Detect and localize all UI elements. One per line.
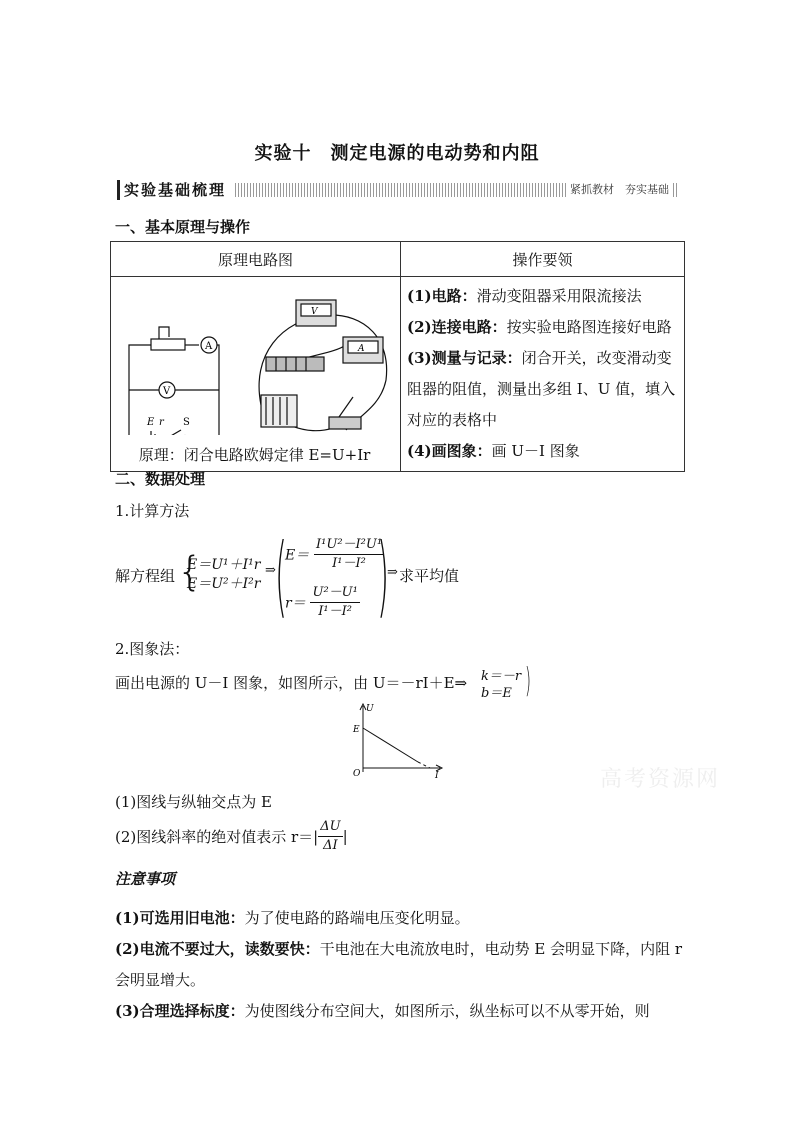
note-item bbox=[115, 903, 683, 934]
calc-title: 1.计算方法 bbox=[115, 502, 190, 520]
solution-e-denominator: I¹－I² bbox=[332, 556, 366, 571]
step-text: 闭合开关，改变滑动变阻器的阻值，测量出多组 I、U 值，填入对应的表格中 bbox=[407, 349, 676, 429]
banner-left-label: 实验基础梳理 bbox=[117, 180, 230, 200]
graph-origin-label: O bbox=[353, 769, 361, 779]
graph-e-label: E bbox=[353, 725, 360, 735]
equation-block bbox=[115, 524, 675, 628]
b-equation: b＝E bbox=[481, 686, 512, 701]
voltmeter-label: V bbox=[163, 386, 171, 397]
banner-right-label: 紧抓教材 夯实基础 bbox=[566, 180, 673, 200]
note-slope-suffix: | bbox=[342, 827, 348, 846]
apparatus-illustration bbox=[259, 300, 387, 431]
note-label: (2)电流不要过大，读数要快： bbox=[115, 940, 320, 958]
page-title: 实验十 测定电源的电动势和内阻 bbox=[254, 143, 540, 164]
watermark: 高考资源网 bbox=[600, 767, 721, 792]
note-text: 为了使电路的路端电压变化明显。 bbox=[244, 909, 470, 927]
step-label: (4)画图象： bbox=[407, 442, 492, 460]
solution-e bbox=[285, 536, 384, 573]
note-item bbox=[115, 934, 683, 996]
principle-table bbox=[110, 241, 685, 472]
equation-1: E＝U¹＋I¹r bbox=[187, 557, 261, 573]
solution-r-numerator: U²－U¹ bbox=[310, 584, 359, 603]
note-slope-prefix: (2)图线斜率的绝对值表示 r＝| bbox=[115, 828, 319, 846]
graph-title: 2.图象法： bbox=[115, 640, 190, 658]
note-slope bbox=[115, 818, 348, 858]
arrow-2: ⇒ bbox=[387, 565, 398, 580]
step-label: (2)连接电路： bbox=[407, 318, 507, 336]
switch-label: S bbox=[183, 417, 190, 428]
solution-e-lhs: E＝ bbox=[285, 547, 310, 564]
solution-r-denominator: I¹－I² bbox=[318, 604, 352, 619]
solution-r-lhs: r＝ bbox=[285, 595, 306, 612]
note-label: (1)可选用旧电池： bbox=[115, 909, 245, 927]
step-item bbox=[407, 281, 678, 312]
apparatus-ammeter-label: A bbox=[358, 344, 365, 354]
table-header-steps: 操作要领 bbox=[401, 242, 685, 277]
section-banner bbox=[117, 180, 677, 200]
solution-r-fraction bbox=[310, 584, 359, 621]
calc-prefix: 解方程组 bbox=[115, 567, 176, 585]
slope-denominator: ΔI bbox=[323, 838, 338, 853]
solution-e-fraction bbox=[314, 536, 384, 573]
slope-fraction bbox=[318, 818, 342, 855]
note-intercept: (1)图线与纵轴交点为 E bbox=[115, 793, 272, 811]
r-label: r bbox=[159, 417, 164, 428]
graph-method-line bbox=[115, 661, 675, 702]
step-text: 画 U－I 图象 bbox=[491, 442, 580, 460]
ui-graph bbox=[348, 700, 448, 780]
circuit-cell bbox=[111, 277, 401, 472]
emf-label: E bbox=[147, 417, 155, 428]
section3-heading: 注意事项 bbox=[115, 870, 176, 888]
solution-e-numerator: I¹U²－I²U¹ bbox=[314, 536, 384, 555]
equation-2: E＝U²＋I²r bbox=[187, 576, 261, 592]
graph-line-text: 画出电源的 U－I 图象，如图所示，由 U＝－rI＋E⇒ bbox=[115, 674, 468, 692]
principle-text: 原理：闭合电路欧姆定律 E=U+Ir bbox=[138, 446, 371, 464]
graph-u-label: U bbox=[366, 704, 374, 714]
step-text: 按实验电路图连接好电路 bbox=[506, 318, 672, 336]
left-brace: { bbox=[177, 549, 203, 595]
notes-list bbox=[115, 903, 683, 1027]
section2-heading: 二、数据处理 bbox=[115, 470, 206, 488]
arrow-1: ⇒ bbox=[265, 563, 276, 578]
note-text: 为使图线分布空间大，如图所示，纵坐标可以不从零开始，则 bbox=[244, 1002, 650, 1020]
graph-i-label: I bbox=[435, 771, 439, 780]
step-item bbox=[407, 436, 678, 467]
step-label: (1)电路： bbox=[407, 287, 477, 305]
apparatus-voltmeter-label: V bbox=[311, 307, 318, 317]
solution-brace: ( bbox=[275, 524, 288, 627]
solution-r bbox=[285, 584, 360, 621]
step-item bbox=[407, 312, 678, 343]
section1-heading: 一、基本原理与操作 bbox=[115, 218, 251, 236]
step-text: 滑动变阻器采用限流接法 bbox=[476, 287, 642, 305]
circuit-diagram bbox=[111, 285, 398, 435]
step-label: (3)测量与记录： bbox=[407, 349, 522, 367]
note-text: 干电池在大电流放电时，电动势 E 会明显下降，内阻 r 会明显增大。 bbox=[115, 940, 683, 989]
table-header-circuit: 原理电路图 bbox=[111, 242, 401, 277]
note-item bbox=[115, 996, 683, 1027]
slope-numerator: ΔU bbox=[318, 818, 342, 837]
steps-cell bbox=[401, 277, 685, 472]
ammeter-label: A bbox=[205, 341, 213, 352]
k-equation: k＝－r bbox=[481, 669, 522, 684]
note-label: (3)合理选择标度： bbox=[115, 1002, 245, 1020]
solution-brace-right: ) bbox=[377, 524, 390, 627]
step-item bbox=[407, 343, 678, 436]
calc-suffix: 求平均值 bbox=[399, 567, 460, 585]
keq-brace: ) bbox=[525, 661, 531, 701]
